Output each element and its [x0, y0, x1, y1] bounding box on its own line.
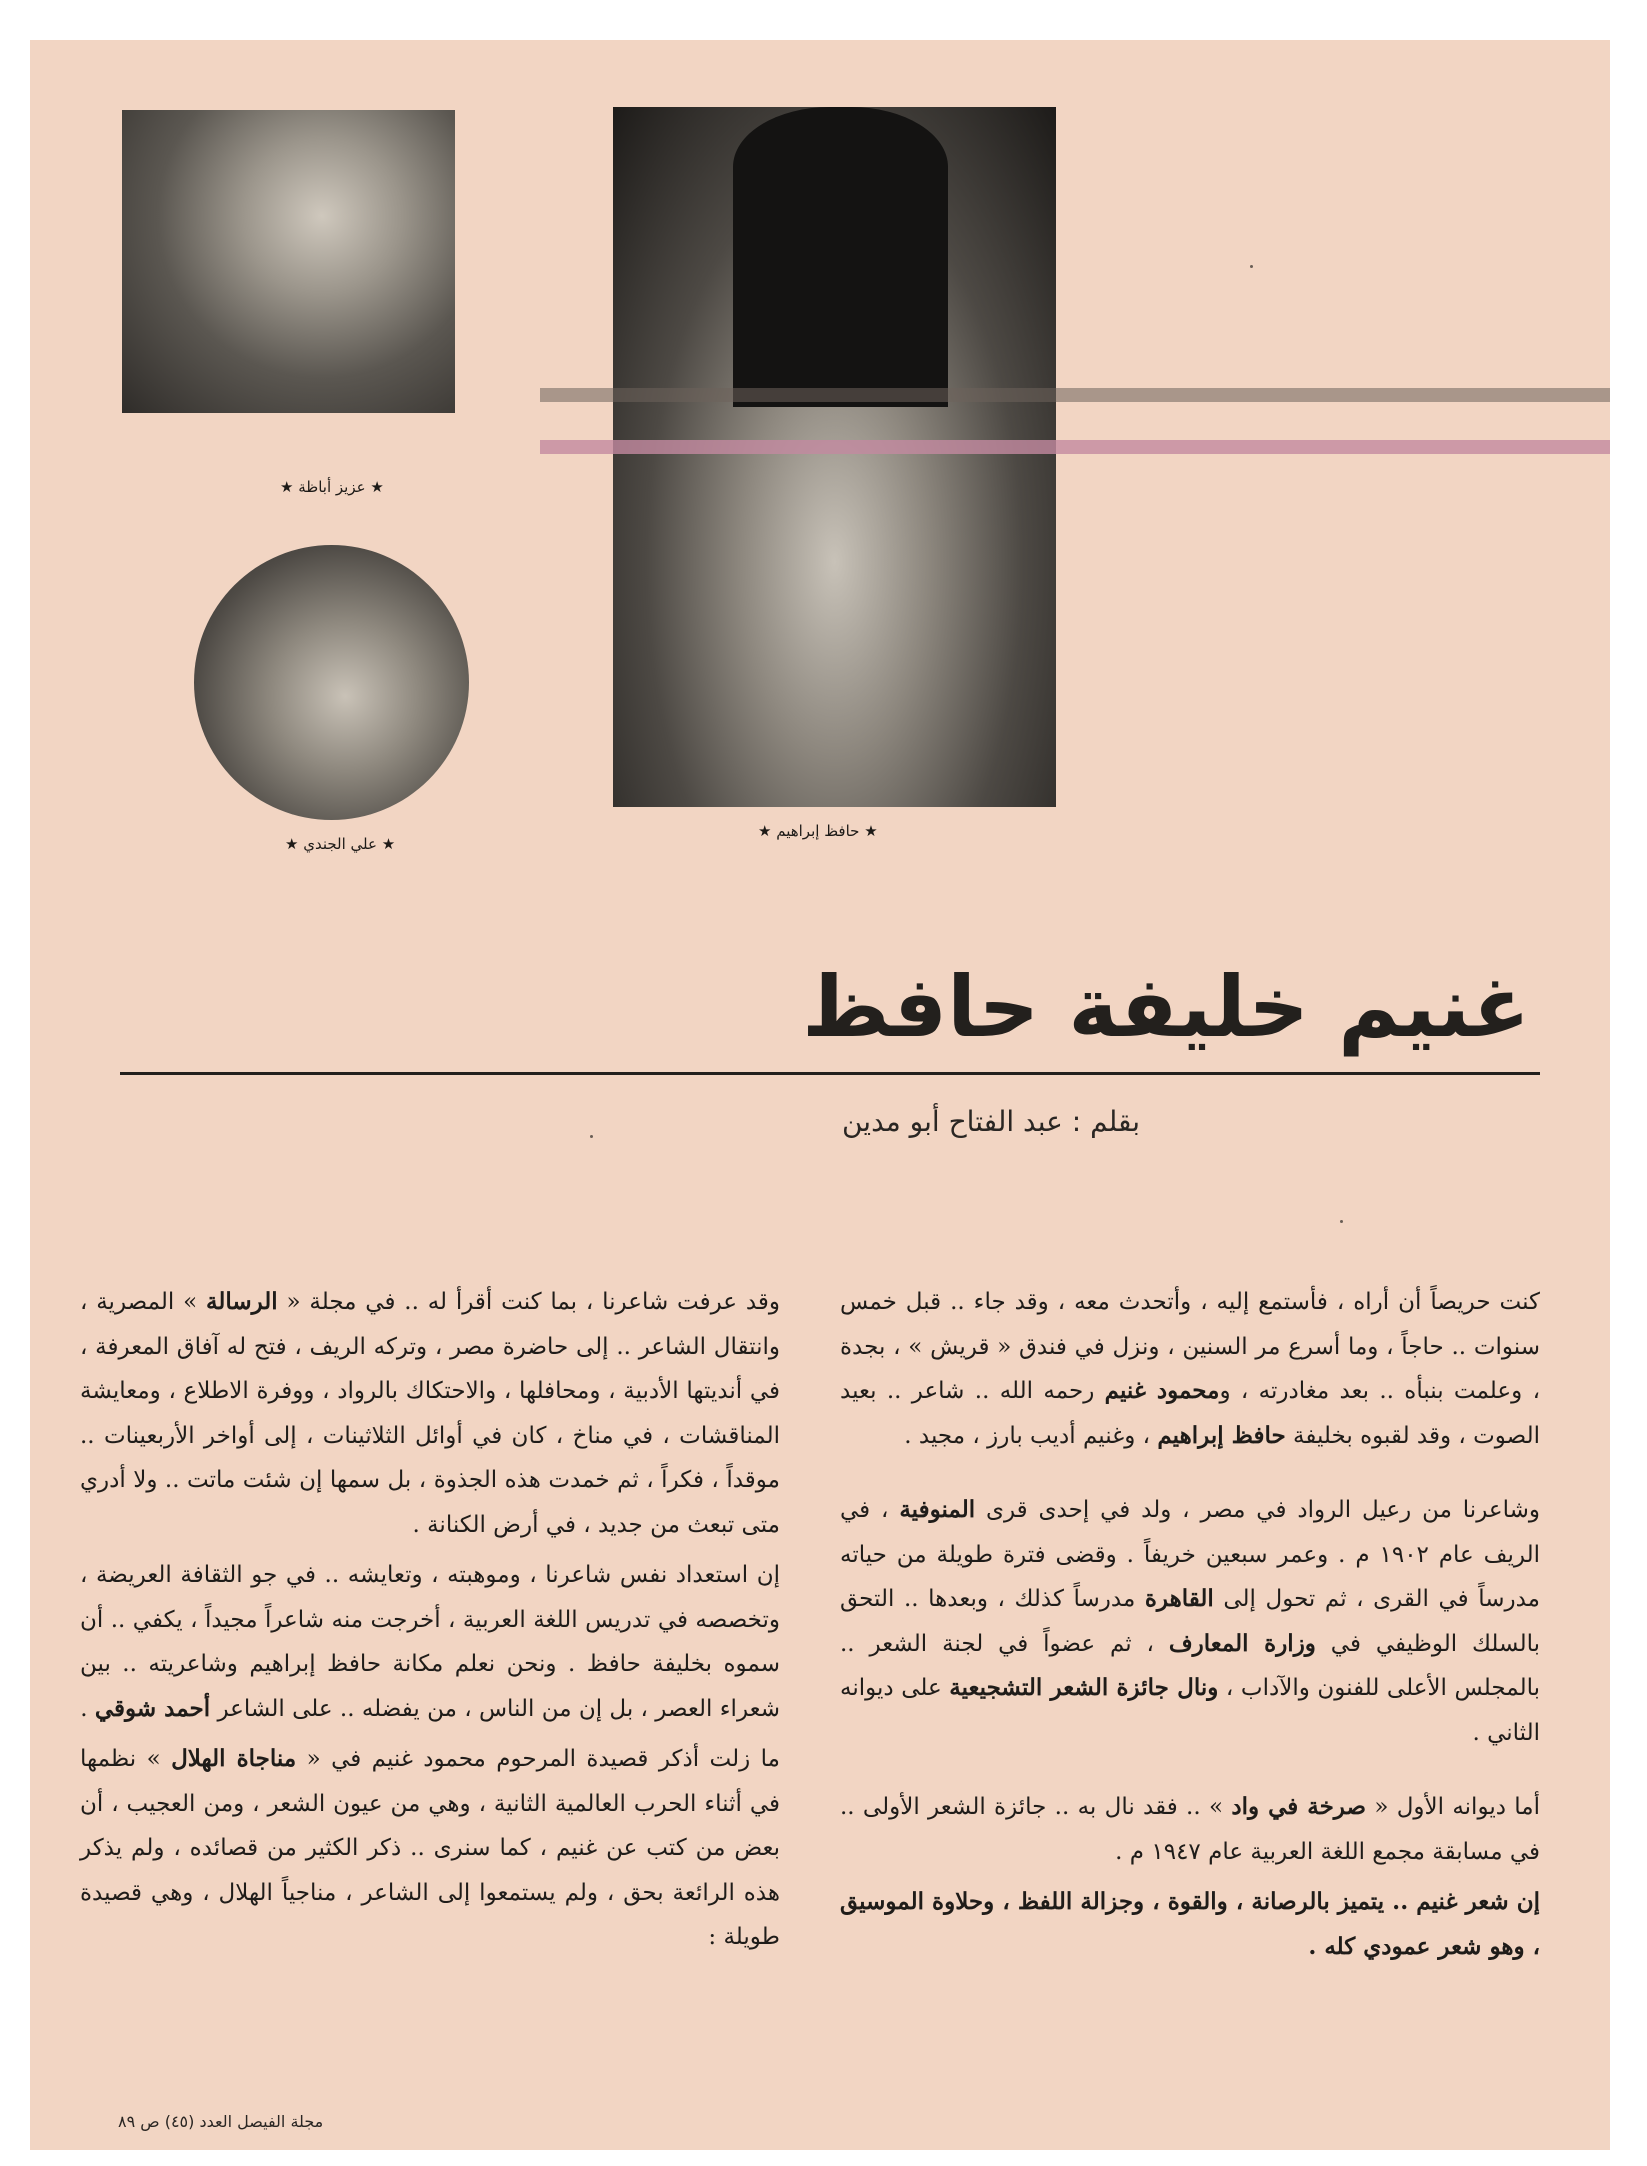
article-column-left [80, 1280, 780, 1990]
paper-speck [1250, 265, 1253, 268]
paragraph-emphasis [840, 1880, 1540, 1969]
caption-hafez-ibrahim: ★ حافظ إبراهيم ★ [758, 822, 878, 840]
place-name: المنوفية [899, 1496, 976, 1523]
text-run: . [80, 1695, 95, 1722]
paragraph [840, 1785, 1540, 1874]
paragraph [80, 1280, 780, 1547]
article-title: غنيم خليفة حافظ [802, 958, 1530, 1056]
text-run: مدرساً كذلك ، وبعدها .. التحق بالسلك الوظيفي في [840, 1586, 1540, 1657]
caption-aziz-abaza: ★ عزيز أباظة ★ [280, 478, 384, 496]
poem-name: مناجاة الهلال [171, 1745, 297, 1772]
text-run: أما ديوانه الأول « [1366, 1794, 1540, 1820]
place-name: القاهرة [1144, 1585, 1214, 1612]
text-run: » المصرية ، وانتقال الشاعر .. إلى حاضرة مصر ، وتركه الريف ، فتح له آفاق المعرفة ، في أنديتها الأدبية ، ومحافلها ، والاحتكاك بالرواد ، ووفرة الاطلاع ، ومعايشة المناقشات ، في مناخ ، كان في أوائل الثلاثينات ، إلى أواخر الأربعينات .. موقداً ، فكراً ، ثم خمدت هذه الجذوة ، بل سمها إن شئت ماتت .. ولا أدري متى تبعث من جديد ، في أرض الكنانة . [80, 1289, 780, 1538]
poet-name: أحمد شوقي [94, 1694, 211, 1722]
paper-speck [590, 1135, 593, 1138]
text-run: ، في الريف عام ١٩٠٢ م . وعمر سبعين خريفاً . وقضى فترة طويلة من حياته مدرساً في القرى ، ثم تحول إلى [840, 1497, 1540, 1612]
photo-hafez-ibrahim [613, 107, 1056, 807]
text-run: ، ثم عضواً في لجنة الشعر .. بالمجلس الأعلى للفنون والآداب ، [840, 1630, 1540, 1701]
poet-name: محمود غنيم [1104, 1377, 1220, 1404]
scan-artifact-line [540, 440, 1610, 454]
text-run: إن شعر غنيم .. يتميز بالرصانة ، والقوة ، وجزالة اللفظ ، وحلاوة الموسيق ، وهو شعر عمودي كله . [840, 1888, 1540, 1960]
text-run: ، وغنيم أديب بارز ، مجيد . [904, 1422, 1158, 1449]
ministry-name: وزارة المعارف [1168, 1629, 1316, 1657]
paragraph [80, 1553, 780, 1731]
text-run: وشاعرنا من رعيل الرواد في مصر ، ولد في إحدى قرى [975, 1497, 1540, 1523]
text-run: كنت حريصاً أن أراه ، فأستمع إليه ، وأتحدث معه ، وقد جاء .. قبل خمس سنوات .. حاجاً ، وما أسرع مر السنين ، ونزل في فندق « قريش » ، بجدة ، وعلمت بنبأه .. بعد مغادرته ، و [840, 1289, 1540, 1404]
scan-artifact-line [540, 388, 1610, 402]
text-run: على ديوانه الثاني . [840, 1675, 1540, 1746]
paper-speck [1340, 1220, 1343, 1223]
poet-name: حافظ إبراهيم [1157, 1421, 1286, 1449]
paragraph [840, 1488, 1540, 1755]
magazine-page [30, 40, 1610, 2150]
photo-aziz-abaza [122, 110, 455, 413]
diwan-name: صرخة في واد [1231, 1793, 1367, 1820]
article-byline: بقلم : عبد الفتاح أبو مدين [841, 1105, 1140, 1138]
paragraph [80, 1737, 780, 1960]
text-run: رحمه الله .. شاعر .. بعيد الصوت ، وقد لقبوه بخليفة [840, 1378, 1540, 1449]
caption-ali-al-jundi: ★ علي الجندي ★ [285, 835, 396, 853]
magazine-name: الرسالة [205, 1288, 278, 1315]
fez-hat-shape [733, 107, 948, 407]
photo-ali-al-jundi [194, 545, 469, 820]
text-run: » .. فقد نال به .. جائزة الشعر الأولى .. في مسابقة مجمع اللغة العربية عام ١٩٤٧ م . [840, 1794, 1540, 1865]
text-run: » نظمها في أثناء الحرب العالمية الثانية ، وهي من عيون الشعر ، ومن العجيب ، أن بعض من كتب عن غنيم ، كما سنرى .. ذكر الكثير من قصائده ، ولم يذكر هذه الرائعة بحق ، ولم يستمعوا إلى الشاعر ، مناجياً الهلال ، وهي قصيدة طويلة : [80, 1746, 780, 1950]
article-column-right [840, 1280, 1540, 1999]
page-footer: مجلة الفيصل العدد (٤٥) ص ٨٩ [118, 2112, 324, 2131]
prize-name: ونال جائزة الشعر التشجيعية [949, 1674, 1219, 1701]
text-run: إن استعداد نفس شاعرنا ، وموهبته ، وتعايشه .. في جو الثقافة العريضة ، وتخصصه في تدريس اللغة العربية ، أخرجت منه شاعراً مجيداً ، يكفي .. أن سموه بخليفة حافظ . ونحن نعلم مكانة حافظ إبراهيم وشاعريته .. بين شعراء العصر ، بل إن من الناس ، من يفضله .. على الشاعر [80, 1562, 780, 1722]
text-run: ما زلت أذكر قصيدة المرحوم محمود غنيم في « [296, 1746, 780, 1772]
text-run: وقد عرفت شاعرنا ، بما كنت أقرأ له .. في مجلة « [277, 1289, 780, 1315]
paragraph [840, 1280, 1540, 1458]
title-rule [120, 1072, 1540, 1075]
